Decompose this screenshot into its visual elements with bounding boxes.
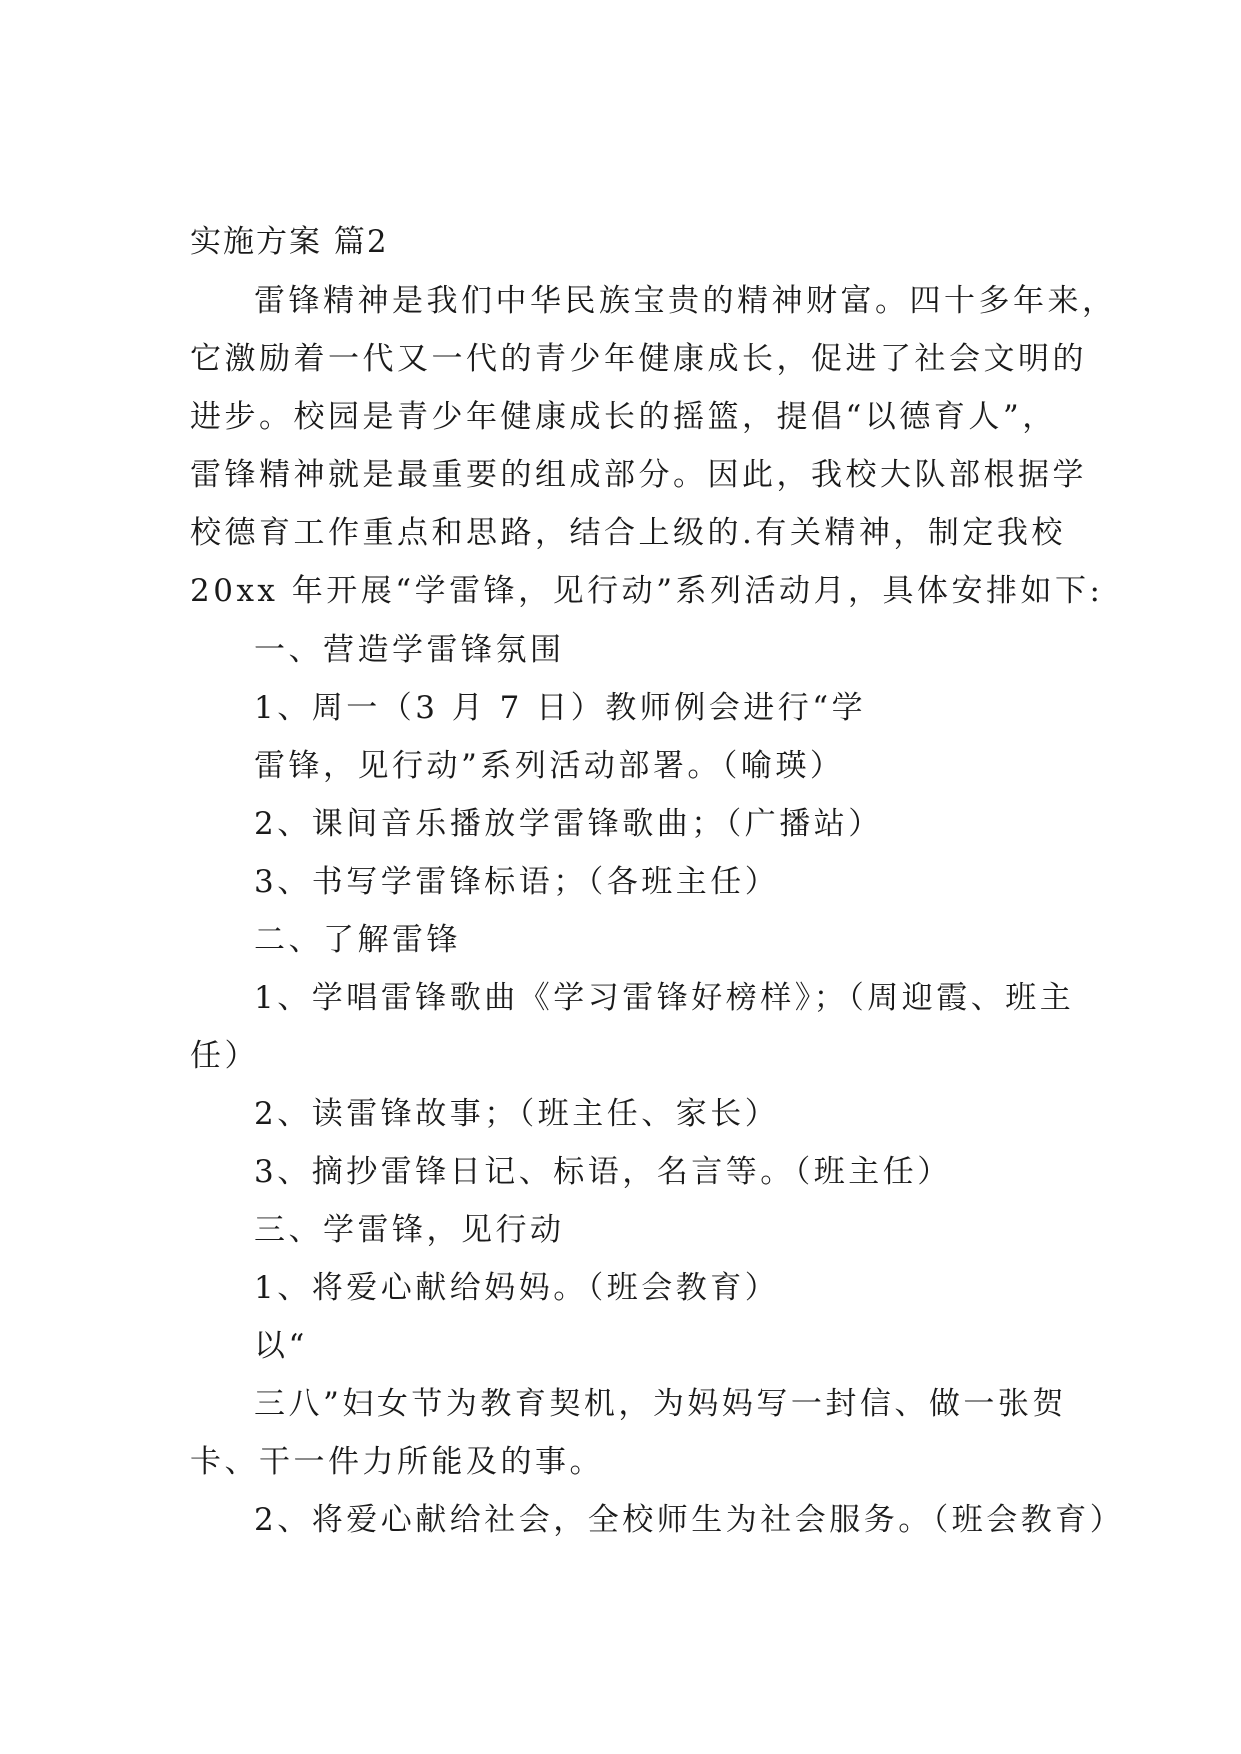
paragraph-line: 校德育工作重点和思路，结合上级的.有关精神，制定我校 xyxy=(190,515,1066,551)
list-item: 2、将爱心献给社会，全校师生为社会服务。（班会教育） xyxy=(254,1502,1125,1538)
section-heading: 一、营造学雷锋氛围 xyxy=(254,632,565,668)
paragraph-line: 进步。校园是青少年健康成长的摇篮，提倡“以德育人”， xyxy=(190,399,1057,435)
list-item: 2、课间音乐播放学雷锋歌曲；（广播站） xyxy=(254,806,883,842)
paragraph-line: 它激励着一代又一代的青少年健康成长，促进了社会文明的 xyxy=(190,341,1087,377)
paragraph-line: 三八”妇女节为教育契机，为妈妈写一封信、做一张贺 xyxy=(254,1386,1067,1422)
list-item: 1、周一（3 月 7 日）教师例会进行“学 xyxy=(254,690,867,726)
section-heading: 三、学雷锋，见行动 xyxy=(254,1212,565,1248)
list-item: 3、书写学雷锋标语；（各班主任） xyxy=(254,864,780,900)
document-title: 实施方案 篇2 xyxy=(190,224,389,260)
list-item: 2、读雷锋故事；（班主任、家长） xyxy=(254,1096,780,1132)
list-item: 1、将爱心献给妈妈。（班会教育） xyxy=(254,1270,780,1306)
paragraph-line: 以“ xyxy=(254,1328,308,1364)
paragraph-line: 雷锋精神就是最重要的组成部分。因此，我校大队部根据学 xyxy=(190,457,1087,493)
section-heading: 二、了解雷锋 xyxy=(254,922,461,958)
list-item-continuation: 雷锋，见行动”系列活动部署。（喻瑛） xyxy=(254,748,845,784)
list-item-continuation: 任） xyxy=(190,1038,259,1074)
paragraph-line: 20xx 年开展“学雷锋，见行动”系列活动月，具体安排如下: xyxy=(190,573,1104,609)
paragraph-line: 雷锋精神是我们中华民族宝贵的精神财富。四十多年来， xyxy=(254,283,1117,319)
list-item: 3、摘抄雷锋日记、标语，名言等。（班主任） xyxy=(254,1154,952,1190)
paragraph-line: 卡、干一件力所能及的事。 xyxy=(190,1444,604,1480)
list-item: 1、学唱雷锋歌曲《学习雷锋好榜样》；（周迎霞、班主 xyxy=(254,980,1075,1016)
